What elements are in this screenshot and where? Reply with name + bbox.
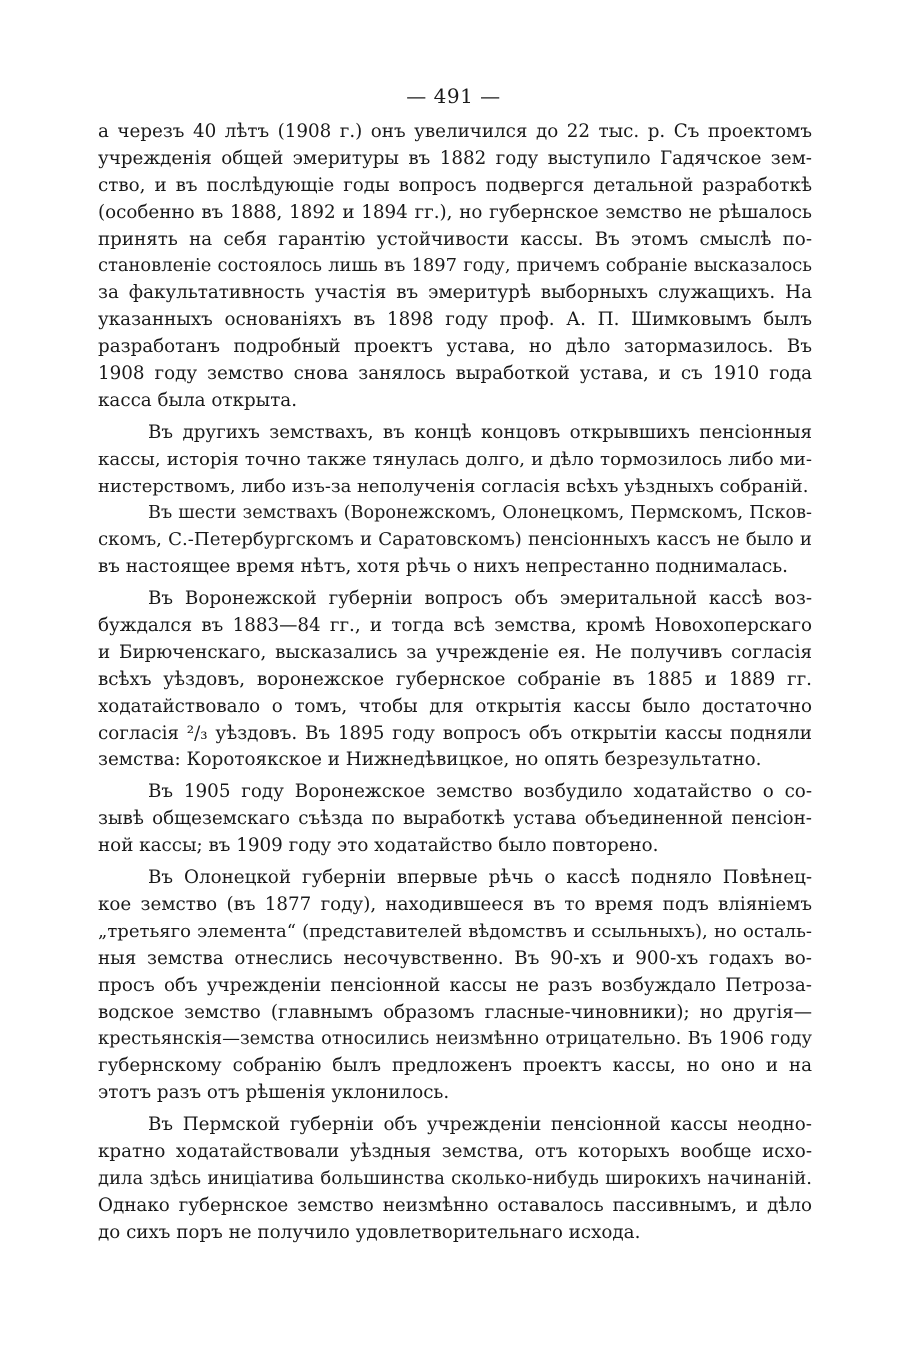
text-line: ной кассы; въ 1909 году это ходатайство было повторено. xyxy=(98,835,659,857)
paragraph xyxy=(98,779,812,860)
paragraph xyxy=(98,119,812,415)
paragraph xyxy=(98,1112,812,1246)
text-line: буждался въ 1883—84 гг., и тогда всѣ земства, кромѣ Новохоперскаго xyxy=(98,615,812,637)
text-line: за факультативность участія въ эмеритурѣ выборныхъ служащихъ. На xyxy=(98,282,812,304)
text-line: ныя земства отнеслись несочувственно. Въ 90-хъ и 900-хъ годахъ во- xyxy=(98,947,812,969)
text-line: Въ 1905 году Воронежское земство возбудило ходатайство о со- xyxy=(148,781,812,803)
text-line: учрежденія общей эмеритуры въ 1882 году выступило Гадячское зем- xyxy=(98,147,812,169)
text-line: дила здѣсь иниціатива большинства сколько-нибудь широкихъ начинаній. xyxy=(98,1167,812,1189)
paragraph xyxy=(98,865,812,1107)
text-line: „третьяго элемента“ (представителей вѣдомствъ и ссыльныхъ), но осталь- xyxy=(98,920,812,942)
text-line: зывѣ общеземскаго съѣзда по выработкѣ устава объединенной пенсіон- xyxy=(98,808,812,830)
text-line: губернскому собранію былъ предложенъ проектъ кассы, но оно и на xyxy=(98,1055,812,1077)
text-line: и Бирюченскаго, высказались за учрежденіе ея. Не получивъ согласія xyxy=(98,641,812,663)
text-line: (особенно въ 1888, 1892 и 1894 гг.), но губернское земство не рѣшалось xyxy=(98,201,812,223)
text-line: нистерствомъ, либо изъ-за неполученія согласія всѣхъ уѣздныхъ собраній. xyxy=(98,475,809,497)
text-line: Въ Воронежской губерніи вопросъ объ эмеритальной кассѣ воз- xyxy=(148,588,812,610)
text-line: въ настоящее время нѣтъ, хотя рѣчь о нихъ непрестанно поднималась. xyxy=(98,556,788,578)
text-line: кратно ходатайствовали уѣздныя земства, отъ которыхъ вообще исхо- xyxy=(98,1140,812,1162)
text-line: становленіе состоялось лишь въ 1897 году, причемъ собраніе высказалось xyxy=(98,255,812,277)
text-line: просъ объ учрежденіи пенсіонной кассы не разъ возбуждало Петроза- xyxy=(98,974,812,996)
page-number: — 491 — xyxy=(406,84,501,108)
text-line: Въ шести земствахъ (Воронежскомъ, Олонецкомъ, Пермскомъ, Псков- xyxy=(148,503,812,524)
text-line: крестьянскія—земства относились неизмѣнно отрицательно. Въ 1906 году xyxy=(98,1028,812,1050)
text-line: до сихъ поръ не получило удовлетворительнаго исхода. xyxy=(98,1221,641,1243)
text-line: земства: Коротоякское и Нижнедѣвицкое, но опять безрезультатно. xyxy=(98,749,762,771)
text-line: кое земство (въ 1877 году), находившееся въ то время подъ вліяніемъ xyxy=(98,893,812,915)
text-line: разработанъ подробный проектъ устава, но дѣло затормазилось. Въ xyxy=(98,336,812,358)
text-line: водское земство (главнымъ образомъ гласные-чиновники); но другія— xyxy=(98,1001,812,1023)
text-line: скомъ, С.-Петербургскомъ и Саратовскомъ) пенсіонныхъ кассъ не было и xyxy=(98,529,812,551)
text-line: ство, и въ послѣдующіе годы вопросъ подвергся детальной разработкѣ xyxy=(98,174,812,196)
text-line: Въ Олонецкой губерніи впервые рѣчь о кассѣ подняло Повѣнец- xyxy=(148,867,812,889)
text-line: касса была открыта. xyxy=(98,389,298,411)
text-line: Въ другихъ земствахъ, въ концѣ концовъ открывшихъ пенсіонныя xyxy=(148,421,812,443)
text-line: 1908 году земство снова занялось выработкой устава, и съ 1910 года xyxy=(98,363,812,385)
body-text xyxy=(98,119,812,1247)
paragraph xyxy=(98,420,812,501)
text-line: Однако губернское земство неизмѣнно оставалось пассивнымъ, и дѣло xyxy=(98,1194,812,1216)
paragraph xyxy=(98,500,812,581)
text-line: принять на себя гарантію устойчивости кассы. Въ этомъ смыслѣ по- xyxy=(98,228,812,250)
text-line: всѣхъ уѣздовъ, воронежское губернское собраніе въ 1885 и 1889 гг. xyxy=(98,668,812,690)
text-line: ходатайствовало о томъ, чтобы для открытія кассы было достаточно xyxy=(98,695,812,717)
text-line: указанныхъ основаніяхъ въ 1898 году проф. А. П. Шимковымъ былъ xyxy=(98,309,812,331)
text-line: Въ Пермской губерніи объ учрежденіи пенсіонной кассы неодно- xyxy=(148,1114,812,1136)
text-line: кассы, исторія точно также тянулась долго, и дѣло тормозилось либо ми- xyxy=(98,448,812,470)
text-line: согласія ²/₃ уѣздовъ. Въ 1895 году вопросъ объ открытіи кассы подняли xyxy=(98,722,812,744)
text-line: а черезъ 40 лѣтъ (1908 г.) онъ увеличился до 22 тыс. р. Съ проектомъ xyxy=(98,121,812,142)
paragraph xyxy=(98,586,812,774)
text-line: этотъ разъ отъ рѣшенія уклонилось. xyxy=(98,1082,450,1104)
